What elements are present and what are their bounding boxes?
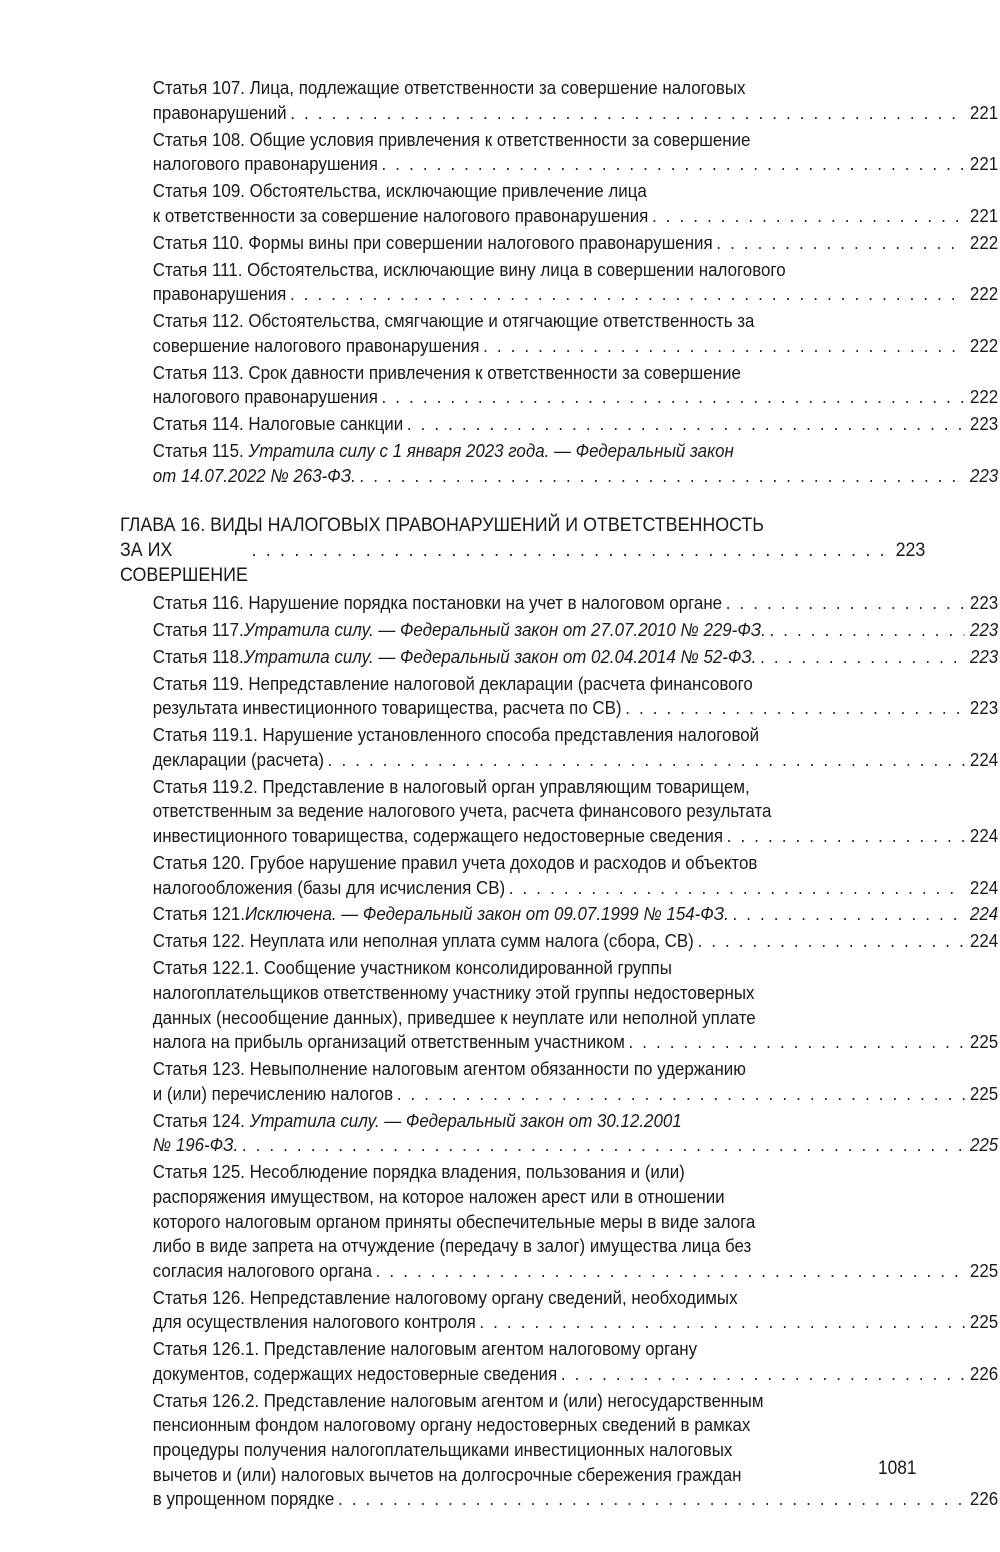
toc-entry-107 [120, 76, 998, 125]
toc-entry-126 [120, 1286, 998, 1335]
entry-text: документов, содержащих недостоверные сведения [152, 1362, 558, 1384]
table-of-contents [120, 76, 999, 1514]
page-folio-number: 1081 [878, 1458, 917, 1479]
dot-leader [382, 152, 965, 177]
entry-text: распоряжения имуществом, на которое наложен арест или в отношении [152, 1185, 725, 1207]
toc-entry-119 [120, 672, 998, 721]
page-number: 225 [969, 1031, 999, 1053]
dot-leader [726, 591, 965, 616]
entry-text: в упрощенном порядке [152, 1488, 335, 1510]
page-number: 225 [969, 1311, 999, 1333]
entry-text: Статья 125. Несоблюдение порядка владения, пользования и (или) [152, 1161, 685, 1183]
dot-leader [290, 282, 964, 307]
page-number: 221 [969, 153, 999, 175]
entry-text: и (или) перечислению налогов [152, 1082, 394, 1104]
entry-text: Статья 126.1. Представление налоговым агентом налоговому органу [152, 1338, 698, 1360]
toc-entry-124 [120, 1109, 998, 1158]
dot-leader [359, 464, 964, 489]
page-number: 226 [969, 1488, 999, 1510]
entry-text: № 196-ФЗ. [152, 1134, 239, 1156]
dot-leader [628, 1030, 964, 1055]
page-number: 223 [969, 465, 999, 487]
entry-text: либо в виде запрета на отчуждение (передачу в залог) имущества лица без [152, 1235, 752, 1257]
entry-text: от 14.07.2022 № 263-ФЗ. [152, 465, 356, 487]
page-number: 223 [969, 618, 999, 640]
dot-leader [727, 824, 965, 849]
entry-text: Статья 116. Нарушение порядка постановки на учет в налоговом органе [152, 591, 723, 613]
entry-text: Статья 109. Обстоятельства, исключающие привлечение лица [152, 180, 647, 202]
toc-entry-126-1 [120, 1337, 998, 1386]
dot-leader [251, 538, 890, 563]
page-number: 224 [969, 903, 999, 925]
entry-text: инвестиционного товарищества, содержащего недостоверные сведения [152, 824, 724, 846]
dot-leader [625, 696, 964, 721]
toc-entry-116 [120, 591, 998, 616]
entry-text: Статья 108. Общие условия привлечения к ответственности за совершение [152, 128, 751, 150]
entry-text: Статья 126. Непредставление налоговому органу сведений, необходимых [152, 1286, 738, 1308]
toc-entry-121 [120, 902, 998, 927]
entry-text: совершение налогового правонарушения [152, 334, 480, 356]
dot-leader [769, 618, 964, 643]
toc-entry-114 [120, 412, 998, 437]
dot-leader [397, 1082, 965, 1107]
toc-entry-115 [120, 439, 998, 488]
dot-leader [376, 1259, 965, 1284]
page-number: 224 [969, 876, 999, 898]
toc-entry-108 [120, 128, 998, 177]
page-number: 226 [969, 1362, 999, 1384]
dot-leader [328, 748, 965, 773]
dot-leader [407, 412, 965, 437]
page-number: 221 [969, 101, 999, 123]
entry-text: для осуществления налогового контроля [152, 1311, 476, 1333]
entry-text: которого налоговым органом приняты обеспечительные меры в виде залога [152, 1210, 756, 1232]
page-number: 223 [895, 538, 926, 561]
page-number: 222 [969, 386, 999, 408]
dot-leader [652, 204, 964, 229]
entry-text: Статья 124. [152, 1109, 250, 1131]
toc-entry-119-2 [120, 775, 998, 849]
dot-leader [760, 645, 964, 670]
page-number: 223 [969, 697, 999, 719]
dot-leader [479, 1310, 964, 1335]
dot-leader [697, 929, 964, 954]
entry-text: Статья 122. Неуплата или неполная уплата сумм налога (сбора, СВ) [152, 930, 694, 952]
entry-text: налогового правонарушения [152, 386, 378, 408]
page-number: 225 [969, 1082, 999, 1104]
entry-text: Статья 121. [152, 903, 245, 925]
entry-text: ответственным за ведение налогового учета, расчета финансового результата [152, 800, 772, 822]
entry-text: Статья 107. Лица, подлежащие ответственности за совершение налоговых [152, 77, 746, 98]
entry-text: Статья 115. [152, 440, 249, 462]
entry-text: налогообложения (базы для исчисления СВ) [152, 876, 506, 898]
entry-text: данных (несообщение данных), приведшее к неуплате или неполной уплате [152, 1006, 756, 1028]
page-number: 224 [969, 824, 999, 846]
page-number: 221 [969, 204, 999, 226]
entry-text: Статья 126.2. Представление налоговым агентом и (или) негосударственным [152, 1389, 764, 1411]
toc-entry-109 [120, 179, 998, 228]
toc-entry-110 [120, 231, 998, 256]
toc-entry-126-2 [120, 1389, 998, 1512]
entry-text: налога на прибыль организаций ответственным участником [152, 1031, 625, 1053]
dot-leader [242, 1133, 965, 1158]
entry-text: вычетов и (или) налоговых вычетов на долгосрочные сбережения граждан [152, 1463, 742, 1485]
entry-text: Исключена. — Федеральный закон от 09.07.1999 № 154-ФЗ. [244, 903, 729, 925]
toc-entry-120 [120, 851, 998, 900]
chapter-title: ГЛАВА 16. ВИДЫ НАЛОГОВЫХ ПРАВОНАРУШЕНИЙ И ОТВЕТСТВЕННОСТЬ [120, 513, 764, 536]
page-number: 222 [969, 231, 999, 253]
toc-entry-123 [120, 1057, 998, 1106]
entry-text: согласия налогового органа [152, 1259, 373, 1281]
toc-entry-112 [120, 309, 998, 358]
entry-text: Статья 119.2. Представление в налоговый орган управляющим товарищем, [152, 775, 750, 797]
chapter-title: ЗА ИХ СОВЕРШЕНИЕ [120, 538, 248, 586]
dot-leader [290, 101, 964, 126]
toc-entry-113 [120, 361, 998, 410]
toc-entry-119-1 [120, 723, 998, 772]
chapter-heading [120, 513, 925, 588]
toc-entry-125 [120, 1160, 998, 1283]
entry-text: Статья 113. Срок давности привлечения к ответственности за совершение [152, 361, 741, 383]
entry-text: Утратила силу. — Федеральный закон от 27.07.2010 № 229-ФЗ. [243, 618, 766, 640]
entry-text: правонарушений [152, 101, 287, 123]
page-number: 225 [969, 1134, 999, 1156]
entry-text: Статья 120. Грубое нарушение правил учета доходов и расходов и объектов [152, 851, 758, 873]
dot-leader [561, 1362, 965, 1387]
dot-leader [732, 902, 964, 927]
entry-text: пенсионным фондом налоговому органу недостоверных сведений в рамках [152, 1414, 751, 1436]
dot-leader [716, 231, 964, 256]
entry-text: процедуры получения налогоплательщиками инвестиционных налоговых [152, 1439, 733, 1461]
page-number: 224 [969, 748, 999, 770]
entry-text: Статья 119.1. Нарушение установленного способа представления налоговой [152, 724, 760, 746]
dot-leader [382, 385, 965, 410]
toc-entry-122-1 [120, 956, 998, 1054]
toc-entry-118 [120, 645, 998, 670]
entry-text: Статья 118. [152, 645, 244, 667]
entry-text: Статья 111. Обстоятельства, исключающие вину лица в совершении налогового [152, 258, 786, 280]
dot-leader [338, 1487, 965, 1512]
page-number: 222 [969, 334, 999, 356]
toc-entry-122 [120, 929, 998, 954]
dot-leader [483, 334, 964, 359]
entry-text: Статья 112. Обстоятельства, смягчающие и отягчающие ответственность за [152, 310, 755, 332]
entry-text: правонарушения [152, 283, 287, 305]
entry-text: декларации (расчета) [152, 748, 325, 770]
toc-entry-111 [120, 258, 998, 307]
entry-text: Статья 119. Непредставление налоговой декларации (расчета финансового [152, 672, 753, 694]
page-number: 223 [969, 591, 999, 613]
page-number: 223 [969, 645, 999, 667]
dot-leader [509, 876, 965, 901]
entry-text: Статья 110. Формы вины при совершении налогового правонарушения [152, 231, 713, 253]
page-number: 224 [969, 930, 999, 952]
page-number: 222 [969, 283, 999, 305]
entry-text: Утратила силу. — Федеральный закон от 02.04.2014 № 52-ФЗ. [243, 645, 757, 667]
entry-text: налогового правонарушения [152, 153, 378, 175]
entry-text: к ответственности за совершение налогового правонарушения [152, 204, 649, 226]
entry-text: Утратила силу с 1 января 2023 года. — Федеральный закон [248, 440, 734, 462]
page-number: 223 [969, 413, 999, 435]
entry-text: Статья 123. Невыполнение налоговым агентом обязанности по удержанию [152, 1058, 746, 1080]
entry-text: налогоплательщиков ответственному участнику этой группы недостоверных [152, 982, 755, 1004]
toc-entry-117 [120, 618, 998, 643]
entry-text: Статья 122.1. Сообщение участником консолидированной группы [152, 957, 672, 979]
entry-text: Статья 114. Налоговые санкции [152, 413, 404, 435]
entry-text: Утратила силу. — Федеральный закон от 30.12.2001 [249, 1109, 682, 1131]
entry-text: Статья 117. [152, 618, 244, 640]
page-number: 225 [969, 1259, 999, 1281]
entry-text: результата инвестиционного товарищества, расчета по СВ) [152, 697, 622, 719]
